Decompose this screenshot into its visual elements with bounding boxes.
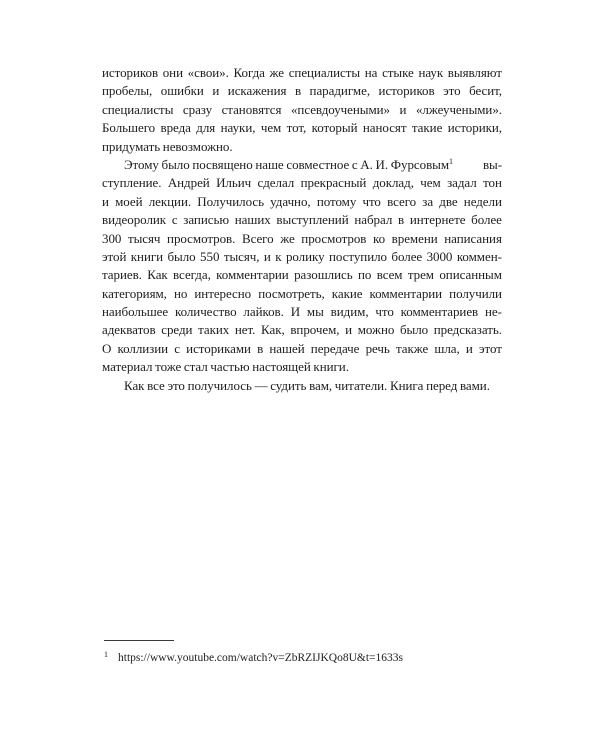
text-line: О коллизии с историками в нашей передаче речь также шла, и этот bbox=[102, 340, 502, 356]
footnote-number: 1 bbox=[104, 650, 108, 659]
text-line: материал тоже стал частью настоящей книги. bbox=[102, 359, 349, 375]
text-fragment: вы- bbox=[482, 156, 502, 172]
footnote-divider bbox=[104, 640, 174, 641]
text-line: категориям, но интересно посмотреть, какие комментарии получили bbox=[102, 285, 502, 301]
text-line: Как все это получилось — судить вам, читатели. Книга перед вами. bbox=[124, 377, 490, 393]
footnote-link[interactable]: https://www.youtube.com/watch?v=ZbRZIJKQo8U&t=1633s bbox=[118, 652, 404, 664]
text-line: тариев. Как всегда, комментарии разошлись по всем трем описанным bbox=[102, 267, 502, 283]
body-text bbox=[102, 64, 502, 395]
text-line: 300 тысяч просмотров. Всего же просмотров ко времени написания bbox=[102, 230, 502, 246]
text-fragment: Этому было посвящено наше совместное с А. И. Фурсовым$^1$ bbox=[124, 156, 453, 172]
text-line: историков они «свои». Когда же специалисты на стыке наук выявляют bbox=[102, 65, 502, 80]
footnote bbox=[104, 648, 403, 665]
text-line bbox=[102, 156, 502, 174]
text-line: ступление. Андрей Ильич сделал прекрасный доклад, чем задал тон bbox=[102, 175, 502, 191]
text-line: Большего вреда для науки, чем тот, который наносят такие историки, bbox=[102, 120, 502, 136]
text-line: адекватов среди таких нет. Как, впрочем, и можно было предсказать. bbox=[102, 322, 502, 338]
text-line: пробелы, ошибки и искажения в парадигме, историков это бесит, bbox=[102, 83, 502, 99]
text-line: наибольшее количество лайков. И мы видим, что комментариев не- bbox=[102, 304, 502, 320]
footnote-reference: 1 bbox=[449, 156, 453, 166]
text-line: специалисты сразу становятся «псевдоучеными» и «лжеучеными». bbox=[102, 101, 502, 117]
text-line: видеоролик с записью наших выступлений набрал в интернете более bbox=[102, 212, 502, 228]
text-line: придумать невозможно. bbox=[102, 138, 233, 154]
text-line: этой книги было 550 тысяч, и к ролику поступило более 3000 коммен- bbox=[102, 248, 502, 264]
text-line: и моей лекции. Получилось удачно, потому что всего за две недели bbox=[102, 193, 502, 209]
